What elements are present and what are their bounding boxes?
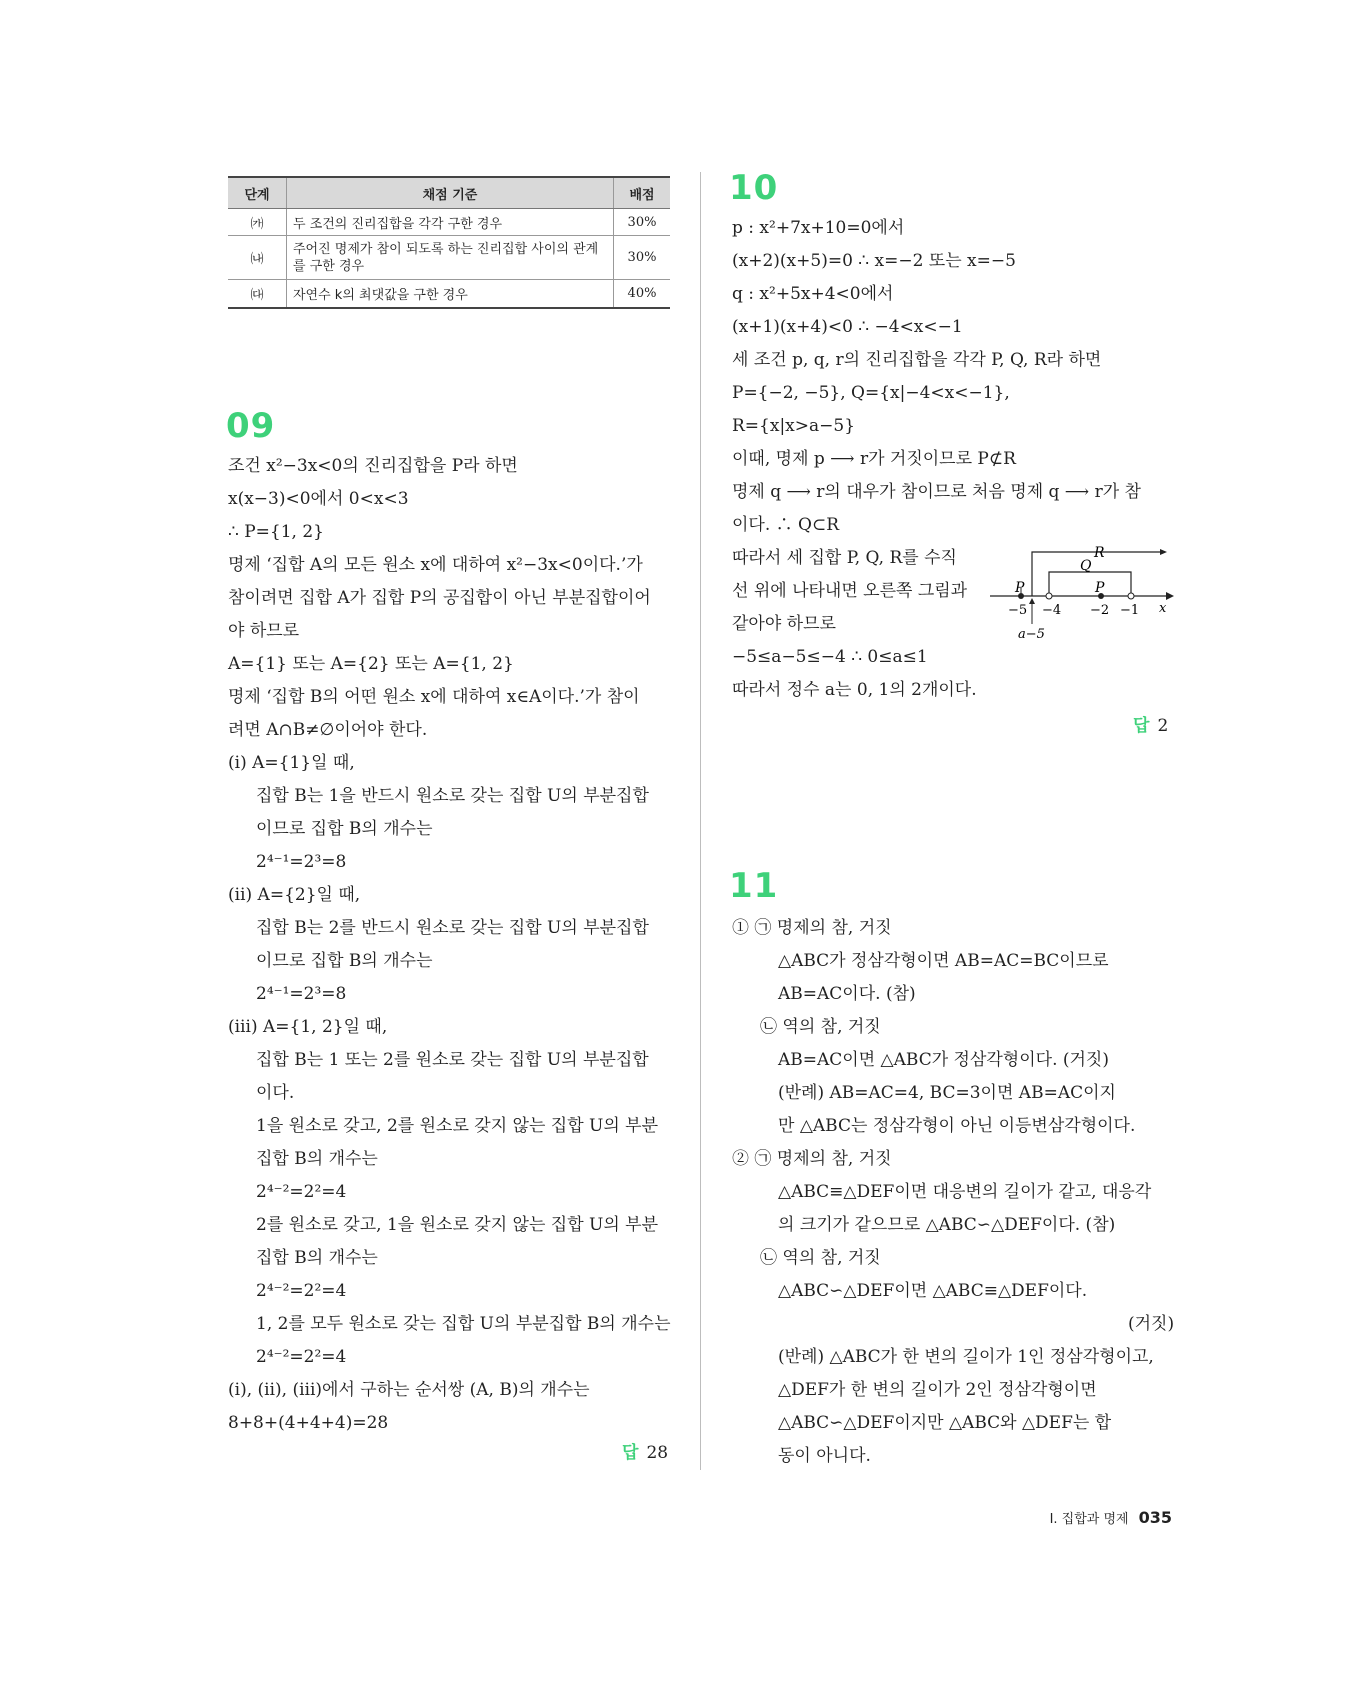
solution-line: 이다. — [256, 1083, 295, 1103]
point-minus4 — [1046, 593, 1052, 599]
solution-line: 집합 B는 1 또는 2를 원소로 갖는 집합 U의 부분집합 — [256, 1050, 649, 1070]
solution-line: 따라서 세 집합 P, Q, R를 수직 — [732, 548, 957, 568]
problem-number-10: 10 — [729, 168, 779, 208]
solution-line: 이다. ∴ Q⊂R — [732, 515, 840, 535]
solution-line: R={x|x>a−5} — [732, 416, 856, 436]
solution-line: q : x²+5x+4<0에서 — [732, 284, 894, 304]
solution-line: AB=AC이면 △ABC가 정삼각형이다. (거짓) — [778, 1050, 1109, 1070]
solution-line: 이때, 명제 p ⟶ r가 거짓이므로 P⊄R — [732, 449, 1016, 469]
solution-line: 이므로 집합 B의 개수는 — [256, 819, 433, 839]
tick-label-minus5: −5 — [1008, 603, 1028, 618]
solution-line: 참이려면 집합 A가 집합 P의 공집합이 아닌 부분집합이어 — [228, 588, 651, 608]
solution-line: △ABC∽△DEF이지만 △ABC와 △DEF는 합 — [778, 1413, 1112, 1433]
solution-line: △ABC∽△DEF이면 △ABC≡△DEF이다. — [778, 1281, 1088, 1301]
tick-label-minus4: −4 — [1042, 603, 1062, 618]
solution-line: 2⁴⁻²=2²=4 — [256, 1281, 347, 1301]
tick-label-minus2: −2 — [1090, 603, 1110, 618]
tick-label-x: x — [1159, 601, 1167, 616]
solution-line: 2⁴⁻¹=2³=8 — [256, 984, 347, 1004]
solution-line: 집합 B의 개수는 — [256, 1248, 378, 1268]
answer-label: 답 — [1133, 716, 1150, 736]
table-cell-criterion: 두 조건의 진리집합을 각각 구한 경우 — [287, 209, 614, 236]
solution-line: ∴ P={1, 2} — [228, 522, 324, 542]
solution-line: 조건 x²−3x<0의 진리집합을 P라 하면 — [228, 456, 518, 476]
solution-line: 명제 ‘집합 B의 어떤 원소 x에 대하여 x∈A이다.’가 참이 — [228, 687, 640, 707]
solution-line: P={−2, −5}, Q={x|−4<x<−1}, — [732, 383, 1010, 403]
table-cell-criterion: 주어진 명제가 참이 되도록 하는 진리집합 사이의 관계를 구한 경우 — [287, 236, 614, 280]
table-cell-step: ㈏ — [228, 236, 287, 280]
header-criterion: 채점 기준 — [287, 177, 614, 209]
solution-line: (ⅰ) A={1}일 때, — [228, 753, 355, 773]
point-minus1 — [1128, 593, 1134, 599]
solution-line: (x+2)(x+5)=0 ∴ x=−2 또는 x=−5 — [732, 251, 1016, 271]
solution-line: AB=AC이다. (참) — [778, 984, 916, 1004]
grading-table — [228, 176, 670, 309]
solution-line: (반례) AB=AC=4, BC=3이면 AB=AC이지 — [778, 1083, 1116, 1103]
answer-10 — [1133, 711, 1168, 736]
table-cell-points: 40% — [614, 280, 671, 308]
solution-line: △ABC≡△DEF이면 대응변의 길이가 같고, 대응각 — [778, 1182, 1152, 1202]
solution-line: 2⁴⁻²=2²=4 — [256, 1347, 347, 1367]
chapter-label: Ⅰ. 집합과 명제 — [1049, 1512, 1129, 1527]
solution-line: 집합 B의 개수는 — [256, 1149, 378, 1169]
problem-number-09: 09 — [226, 406, 276, 446]
table-row — [228, 236, 670, 280]
solution-line: ㉡ 역의 참, 거짓 — [760, 1017, 881, 1037]
solution-line: p : x²+7x+10=0에서 — [732, 218, 905, 238]
solution-line: 같아야 하므로 — [732, 614, 836, 634]
table-cell-points: 30% — [614, 236, 671, 280]
solution-line: 동이 아니다. — [778, 1446, 871, 1466]
solution-line: (x+1)(x+4)<0 ∴ −4<x<−1 — [732, 317, 963, 337]
solution-line: 선 위에 나타내면 오른쪽 그림과 — [732, 581, 968, 601]
solution-line: △DEF가 한 변의 길이가 2인 정삼각형이면 — [778, 1380, 1097, 1400]
solution-line: 1, 2를 모두 원소로 갖는 집합 U의 부분집합 B의 개수는 — [256, 1314, 671, 1334]
label-Q: Q — [1080, 558, 1092, 574]
solution-line: 2⁴⁻¹=2³=8 — [256, 852, 347, 872]
solution-line: 8+8+(4+4+4)=28 — [228, 1413, 389, 1433]
page-footer — [1050, 1508, 1172, 1527]
problem-number-11: 11 — [729, 866, 779, 906]
solution-line: 이므로 집합 B의 개수는 — [256, 951, 433, 971]
solution-line: (ⅱ) A={2}일 때, — [228, 885, 361, 905]
label-P1: P — [1015, 580, 1025, 596]
solution-line: 의 크기가 같으므로 △ABC∽△DEF이다. (참) — [778, 1215, 1116, 1235]
solution-line: 야 하므로 — [228, 621, 300, 641]
table-cell-criterion: 자연수 k의 최댓값을 구한 경우 — [287, 280, 614, 308]
table-row — [228, 280, 670, 308]
solution-line: (ⅲ) A={1, 2}일 때, — [228, 1017, 388, 1037]
solution-line: (거짓) — [1128, 1314, 1175, 1334]
solution-line: 1을 원소로 갖고, 2를 원소로 갖지 않는 집합 U의 부분 — [256, 1116, 659, 1136]
solution-line: 집합 B는 2를 반드시 원소로 갖는 집합 U의 부분집합 — [256, 918, 649, 938]
solution-line: 명제 ‘집합 A의 모든 원소 x에 대하여 x²−3x<0이다.’가 — [228, 555, 643, 575]
tick-label-minus1: −1 — [1120, 603, 1140, 618]
solution-line: 만 △ABC는 정삼각형이 아닌 이등변삼각형이다. — [778, 1116, 1136, 1136]
pointer-label: a−5 — [1018, 627, 1045, 642]
number-line-figure — [988, 542, 1178, 642]
page-number: 035 — [1138, 1508, 1172, 1527]
solution-line: 명제 q ⟶ r의 대우가 참이므로 처음 명제 q ⟶ r가 참 — [732, 482, 1141, 502]
solution-line: 집합 B는 1을 반드시 원소로 갖는 집합 U의 부분집합 — [256, 786, 649, 806]
table-header-row — [228, 177, 670, 209]
solution-line: ② ㉠ 명제의 참, 거짓 — [732, 1149, 892, 1169]
column-divider — [700, 172, 701, 1470]
solution-line: x(x−3)<0에서 0<x<3 — [228, 489, 409, 509]
header-step: 단계 — [228, 177, 287, 209]
solution-line: △ABC가 정삼각형이면 AB=AC=BC이므로 — [778, 951, 1109, 971]
answer-value: 2 — [1157, 716, 1169, 736]
table-cell-points: 30% — [614, 209, 671, 236]
solution-line: 려면 A∩B≠∅이어야 한다. — [228, 720, 428, 740]
header-points: 배점 — [614, 177, 671, 209]
answer-label: 답 — [622, 1443, 639, 1463]
solution-line: 따라서 정수 a는 0, 1의 2개이다. — [732, 680, 977, 700]
solution-line: A={1} 또는 A={2} 또는 A={1, 2} — [228, 654, 514, 674]
solution-line: 2⁴⁻²=2²=4 — [256, 1182, 347, 1202]
label-P2: P — [1095, 580, 1105, 596]
solution-line: ㉡ 역의 참, 거짓 — [760, 1248, 881, 1268]
table-cell-step: ㈐ — [228, 280, 287, 308]
label-R: R — [1094, 545, 1105, 561]
table-row — [228, 209, 670, 236]
table-cell-step: ㈎ — [228, 209, 287, 236]
answer-value: 28 — [646, 1443, 669, 1463]
answer-09 — [622, 1438, 668, 1463]
solution-line: 2를 원소로 갖고, 1을 원소로 갖지 않는 집합 U의 부분 — [256, 1215, 659, 1235]
solution-line: 세 조건 p, q, r의 진리집합을 각각 P, Q, R라 하면 — [732, 350, 1102, 370]
solution-line: (ⅰ), (ⅱ), (ⅲ)에서 구하는 순서쌍 (A, B)의 개수는 — [228, 1380, 590, 1400]
solution-line: −5≤a−5≤−4 ∴ 0≤a≤1 — [732, 647, 928, 667]
solution-line: ① ㉠ 명제의 참, 거짓 — [732, 918, 892, 938]
solution-line: (반례) △ABC가 한 변의 길이가 1인 정삼각형이고, — [778, 1347, 1154, 1367]
